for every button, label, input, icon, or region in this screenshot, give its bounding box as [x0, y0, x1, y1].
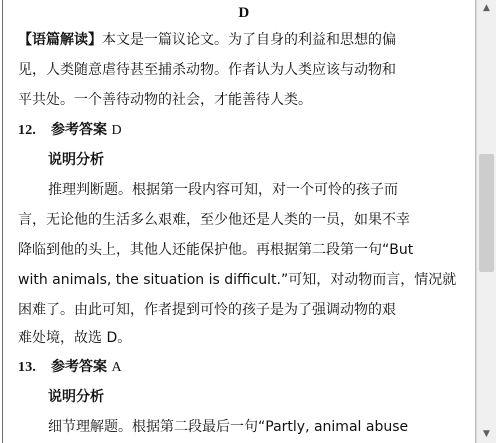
answer-key-header: D: [238, 5, 250, 21]
question-12-analysis-line-2: 言，无论他的生活多么艰难，至少他还是人类的一员，如果不幸: [18, 212, 410, 228]
reading-note-line-2: 见，人类随意虐待甚至捕杀动物。作者认为人类应该与动物和: [18, 62, 396, 78]
reading-note-line-1: [18, 28, 396, 52]
answer-value: D: [111, 123, 122, 138]
reading-note-line-3: 平共处。一个善待动物的社会，才能善待人类。: [18, 92, 312, 108]
question-12-analysis-label: 说明分析: [48, 152, 104, 168]
answer-value: A: [111, 360, 122, 375]
question-12-analysis-line-3: 降临到他的头上，其他人还能保护他。再根据第二段第一句“But: [18, 242, 414, 258]
question-12-analysis-line-4: with animals, the situation is difficult.”可知，对动物而言，情况就: [18, 272, 457, 288]
question-12-answer-row: [18, 118, 122, 143]
question-number: 12.: [18, 123, 37, 138]
question-number: 13.: [18, 360, 37, 375]
reading-note-tag: 【语篇解读】: [18, 32, 102, 48]
question-13-analysis-label: 说明分析: [48, 389, 104, 405]
answer-label: 参考答案: [51, 122, 108, 138]
scroll-up-arrow-icon[interactable]: ▲: [483, 3, 490, 13]
vertical-scrollbar[interactable]: [476, 0, 496, 443]
page-left-edge: [2, 0, 3, 443]
question-12-analysis-line-6: 难处境，故选 D。: [18, 330, 132, 346]
scroll-down-arrow-icon[interactable]: ▼: [483, 429, 490, 439]
scrollbar-thumb[interactable]: [479, 154, 494, 272]
question-13-analysis-line-1: 细节理解题。根据第二段最后一句“Partly, animal abuse: [48, 419, 409, 435]
question-13-answer-row: [18, 355, 122, 380]
question-12-analysis-line-5: 困难了。由此可知，作者提到可怜的孩子是为了强调动物的艰: [18, 302, 396, 318]
question-12-analysis-line-1: 推理判断题。根据第一段内容可知，对一个可怜的孩子而: [48, 182, 398, 198]
answer-label: 参考答案: [51, 359, 108, 375]
reading-note-text-1: 本文是一篇议论文。为了自身的利益和思想的偏: [102, 32, 396, 48]
